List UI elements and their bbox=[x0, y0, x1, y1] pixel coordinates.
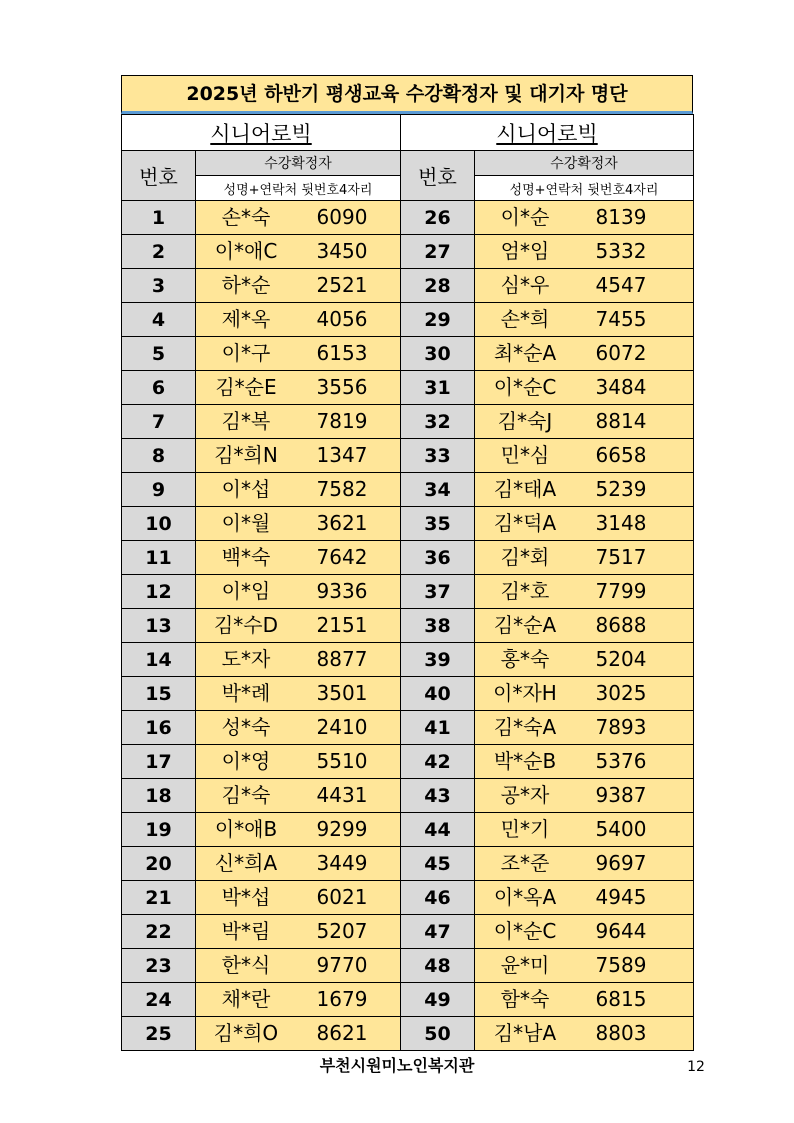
page-number: 12 bbox=[687, 1059, 705, 1075]
phone-last4: 5510 bbox=[316, 749, 368, 773]
entry-cell bbox=[196, 303, 401, 337]
phone-last4: 7893 bbox=[595, 715, 647, 739]
member-name: 채*란 bbox=[221, 987, 271, 1011]
phone-last4: 7819 bbox=[316, 409, 368, 433]
entry-cell bbox=[196, 711, 401, 745]
entry-cell bbox=[475, 1017, 694, 1051]
entry-cell bbox=[196, 235, 401, 269]
phone-last4: 7799 bbox=[595, 579, 647, 603]
row-number: 46 bbox=[401, 881, 475, 915]
row-number: 13 bbox=[122, 609, 196, 643]
member-name: 이*구 bbox=[221, 341, 271, 365]
row-number: 35 bbox=[401, 507, 475, 541]
member-name: 박*섭 bbox=[221, 885, 271, 909]
entry-cell bbox=[196, 337, 401, 371]
entry-cell bbox=[475, 711, 694, 745]
member-name: 조*준 bbox=[500, 851, 550, 875]
header-confirmed-right: 수강확정자 bbox=[475, 151, 694, 176]
row-number: 37 bbox=[401, 575, 475, 609]
member-name: 제*옥 bbox=[221, 307, 271, 331]
member-name: 공*자 bbox=[500, 783, 550, 807]
member-name: 이*순C bbox=[493, 919, 557, 943]
table-row bbox=[122, 915, 694, 949]
entry-cell bbox=[196, 779, 401, 813]
member-name: 신*희A bbox=[214, 851, 278, 875]
row-number: 44 bbox=[401, 813, 475, 847]
member-name: 김*회 bbox=[500, 545, 550, 569]
entry-cell bbox=[196, 983, 401, 1017]
phone-last4: 5332 bbox=[595, 239, 647, 263]
phone-last4: 3025 bbox=[595, 681, 647, 705]
header-subheader-left: 성명+연락처 뒷번호4자리 bbox=[196, 176, 401, 201]
phone-last4: 1347 bbox=[316, 443, 368, 467]
phone-last4: 8688 bbox=[595, 613, 647, 637]
row-number: 50 bbox=[401, 1017, 475, 1051]
phone-last4: 9697 bbox=[595, 851, 647, 875]
row-number: 36 bbox=[401, 541, 475, 575]
member-name: 홍*숙 bbox=[500, 647, 550, 671]
member-name: 손*숙 bbox=[221, 205, 271, 229]
phone-last4: 8877 bbox=[316, 647, 368, 671]
member-name: 도*자 bbox=[221, 647, 271, 671]
phone-last4: 3450 bbox=[316, 239, 368, 263]
entry-cell bbox=[196, 1017, 401, 1051]
organization-name: 부천시원미노인복지관 bbox=[319, 1056, 475, 1075]
row-number: 32 bbox=[401, 405, 475, 439]
entry-cell bbox=[196, 473, 401, 507]
entry-cell bbox=[475, 949, 694, 983]
table-row bbox=[122, 983, 694, 1017]
row-number: 43 bbox=[401, 779, 475, 813]
table-row bbox=[122, 405, 694, 439]
table-row bbox=[122, 847, 694, 881]
member-name: 김*수D bbox=[213, 613, 279, 637]
member-name: 윤*미 bbox=[500, 953, 550, 977]
phone-last4: 7642 bbox=[316, 545, 368, 569]
phone-last4: 9387 bbox=[595, 783, 647, 807]
phone-last4: 5204 bbox=[595, 647, 647, 671]
row-number: 24 bbox=[122, 983, 196, 1017]
phone-last4: 6021 bbox=[316, 885, 368, 909]
entry-cell bbox=[196, 609, 401, 643]
entry-cell bbox=[475, 405, 694, 439]
row-number: 6 bbox=[122, 371, 196, 405]
entry-cell bbox=[475, 337, 694, 371]
header-confirmed-left: 수강확정자 bbox=[196, 151, 401, 176]
member-name: 이*옥A bbox=[493, 885, 557, 909]
table-row bbox=[122, 507, 694, 541]
phone-last4: 3484 bbox=[595, 375, 647, 399]
member-name: 이*자H bbox=[493, 681, 557, 705]
phone-last4: 3148 bbox=[595, 511, 647, 535]
member-name: 최*순A bbox=[493, 341, 557, 365]
entry-cell bbox=[475, 439, 694, 473]
member-name: 이*월 bbox=[221, 511, 271, 535]
phone-last4: 4547 bbox=[595, 273, 647, 297]
row-number: 23 bbox=[122, 949, 196, 983]
table-row bbox=[122, 439, 694, 473]
phone-last4: 3449 bbox=[316, 851, 368, 875]
table-row bbox=[122, 201, 694, 235]
member-name: 박*례 bbox=[221, 681, 271, 705]
row-number: 22 bbox=[122, 915, 196, 949]
row-number: 40 bbox=[401, 677, 475, 711]
row-number: 11 bbox=[122, 541, 196, 575]
table-row bbox=[122, 337, 694, 371]
member-name: 김*덕A bbox=[493, 511, 557, 535]
member-name: 이*순C bbox=[493, 375, 557, 399]
row-number: 15 bbox=[122, 677, 196, 711]
entry-cell bbox=[196, 677, 401, 711]
row-number: 42 bbox=[401, 745, 475, 779]
member-name: 이*애B bbox=[214, 817, 278, 841]
phone-last4: 9336 bbox=[316, 579, 368, 603]
entry-cell bbox=[475, 541, 694, 575]
row-number: 49 bbox=[401, 983, 475, 1017]
member-name: 이*애C bbox=[214, 239, 278, 263]
table-row bbox=[122, 677, 694, 711]
entry-cell bbox=[475, 881, 694, 915]
entry-cell bbox=[196, 575, 401, 609]
row-number: 20 bbox=[122, 847, 196, 881]
table-row bbox=[122, 371, 694, 405]
entry-cell bbox=[196, 541, 401, 575]
table-row bbox=[122, 949, 694, 983]
entry-cell bbox=[475, 371, 694, 405]
member-name: 함*숙 bbox=[500, 987, 550, 1011]
entry-cell bbox=[196, 813, 401, 847]
row-number: 8 bbox=[122, 439, 196, 473]
table-row bbox=[122, 609, 694, 643]
member-name: 엄*임 bbox=[500, 239, 550, 263]
entry-cell bbox=[475, 575, 694, 609]
phone-last4: 8621 bbox=[316, 1021, 368, 1045]
row-number: 1 bbox=[122, 201, 196, 235]
entry-cell bbox=[475, 677, 694, 711]
entry-cell bbox=[196, 269, 401, 303]
entry-cell bbox=[475, 507, 694, 541]
member-name: 손*희 bbox=[500, 307, 550, 331]
phone-last4: 6090 bbox=[316, 205, 368, 229]
phone-last4: 3556 bbox=[316, 375, 368, 399]
table-row bbox=[122, 269, 694, 303]
table-row bbox=[122, 1017, 694, 1051]
row-number: 5 bbox=[122, 337, 196, 371]
entry-cell bbox=[475, 473, 694, 507]
entry-cell bbox=[196, 405, 401, 439]
entry-cell bbox=[196, 745, 401, 779]
roster-table bbox=[121, 114, 694, 1051]
phone-last4: 8814 bbox=[595, 409, 647, 433]
member-name: 민*심 bbox=[500, 443, 550, 467]
header-number-right: 번호 bbox=[401, 151, 475, 201]
entry-cell bbox=[475, 643, 694, 677]
row-number: 48 bbox=[401, 949, 475, 983]
entry-cell bbox=[196, 439, 401, 473]
entry-cell bbox=[475, 847, 694, 881]
entry-cell bbox=[196, 881, 401, 915]
phone-last4: 3621 bbox=[316, 511, 368, 535]
entry-cell bbox=[475, 983, 694, 1017]
entry-cell bbox=[196, 507, 401, 541]
entry-cell bbox=[475, 235, 694, 269]
row-number: 7 bbox=[122, 405, 196, 439]
phone-last4: 4056 bbox=[316, 307, 368, 331]
entry-cell bbox=[475, 813, 694, 847]
phone-last4: 7517 bbox=[595, 545, 647, 569]
table-row bbox=[122, 541, 694, 575]
row-number: 29 bbox=[401, 303, 475, 337]
member-name: 김*남A bbox=[493, 1021, 557, 1045]
member-name: 김*숙J bbox=[497, 409, 553, 433]
row-number: 3 bbox=[122, 269, 196, 303]
phone-last4: 6072 bbox=[595, 341, 647, 365]
member-name: 김*희O bbox=[213, 1021, 279, 1045]
member-name: 박*림 bbox=[221, 919, 271, 943]
entry-cell bbox=[475, 269, 694, 303]
row-number: 25 bbox=[122, 1017, 196, 1051]
row-number: 38 bbox=[401, 609, 475, 643]
phone-last4: 4431 bbox=[316, 783, 368, 807]
member-name: 김*숙A bbox=[493, 715, 557, 739]
entry-cell bbox=[196, 371, 401, 405]
entry-cell bbox=[475, 779, 694, 813]
table-row bbox=[122, 643, 694, 677]
row-number: 19 bbox=[122, 813, 196, 847]
entry-cell bbox=[196, 201, 401, 235]
header-number-left: 번호 bbox=[122, 151, 196, 201]
entry-cell bbox=[475, 303, 694, 337]
phone-last4: 7455 bbox=[595, 307, 647, 331]
member-name: 김*호 bbox=[500, 579, 550, 603]
phone-last4: 6815 bbox=[595, 987, 647, 1011]
entry-cell bbox=[475, 745, 694, 779]
row-number: 41 bbox=[401, 711, 475, 745]
table-row bbox=[122, 575, 694, 609]
row-number: 21 bbox=[122, 881, 196, 915]
phone-last4: 5239 bbox=[595, 477, 647, 501]
phone-last4: 5376 bbox=[595, 749, 647, 773]
header-subheader-right: 성명+연락처 뒷번호4자리 bbox=[475, 176, 694, 201]
document-title: 2025년 하반기 평생교육 수강확정자 및 대기자 명단 bbox=[121, 75, 693, 114]
member-name: 김*희N bbox=[214, 443, 278, 467]
member-name: 백*숙 bbox=[221, 545, 271, 569]
member-name: 이*섭 bbox=[221, 477, 271, 501]
row-number: 28 bbox=[401, 269, 475, 303]
entry-cell bbox=[196, 847, 401, 881]
phone-last4: 5400 bbox=[595, 817, 647, 841]
table-row bbox=[122, 303, 694, 337]
entry-cell bbox=[475, 915, 694, 949]
phone-last4: 3501 bbox=[316, 681, 368, 705]
member-name: 김*숙 bbox=[221, 783, 271, 807]
phone-last4: 7582 bbox=[316, 477, 368, 501]
member-name: 성*숙 bbox=[221, 715, 271, 739]
member-name: 이*순 bbox=[500, 205, 550, 229]
row-number: 16 bbox=[122, 711, 196, 745]
table-row bbox=[122, 235, 694, 269]
row-number: 31 bbox=[401, 371, 475, 405]
entry-cell bbox=[196, 643, 401, 677]
member-name: 심*우 bbox=[500, 273, 550, 297]
phone-last4: 2151 bbox=[316, 613, 368, 637]
row-number: 30 bbox=[401, 337, 475, 371]
row-number: 34 bbox=[401, 473, 475, 507]
member-name: 이*임 bbox=[221, 579, 271, 603]
member-name: 하*순 bbox=[221, 273, 271, 297]
row-number: 27 bbox=[401, 235, 475, 269]
phone-last4: 1679 bbox=[316, 987, 368, 1011]
table-row bbox=[122, 779, 694, 813]
table-row bbox=[122, 711, 694, 745]
row-number: 45 bbox=[401, 847, 475, 881]
row-number: 26 bbox=[401, 201, 475, 235]
row-number: 12 bbox=[122, 575, 196, 609]
entry-cell bbox=[196, 915, 401, 949]
row-number: 17 bbox=[122, 745, 196, 779]
member-name: 김*순A bbox=[493, 613, 557, 637]
entry-cell bbox=[475, 201, 694, 235]
phone-last4: 2410 bbox=[316, 715, 368, 739]
entry-cell bbox=[196, 949, 401, 983]
row-number: 9 bbox=[122, 473, 196, 507]
row-number: 39 bbox=[401, 643, 475, 677]
row-number: 14 bbox=[122, 643, 196, 677]
table-row bbox=[122, 813, 694, 847]
member-name: 박*순B bbox=[493, 749, 557, 773]
member-name: 김*복 bbox=[221, 409, 271, 433]
member-name: 김*순E bbox=[215, 375, 277, 399]
phone-last4: 8803 bbox=[595, 1021, 647, 1045]
phone-last4: 9299 bbox=[316, 817, 368, 841]
row-number: 4 bbox=[122, 303, 196, 337]
row-number: 18 bbox=[122, 779, 196, 813]
phone-last4: 6658 bbox=[595, 443, 647, 467]
row-number: 33 bbox=[401, 439, 475, 473]
table-row bbox=[122, 473, 694, 507]
entry-cell bbox=[475, 609, 694, 643]
table-row bbox=[122, 745, 694, 779]
member-name: 김*태A bbox=[493, 477, 557, 501]
roster-sheet bbox=[121, 75, 693, 1051]
member-name: 이*영 bbox=[221, 749, 271, 773]
row-number: 10 bbox=[122, 507, 196, 541]
phone-last4: 4945 bbox=[595, 885, 647, 909]
phone-last4: 2521 bbox=[316, 273, 368, 297]
table-row bbox=[122, 881, 694, 915]
phone-last4: 6153 bbox=[316, 341, 368, 365]
program-name-right: 시니어로빅 bbox=[401, 115, 694, 151]
phone-last4: 9770 bbox=[316, 953, 368, 977]
member-name: 민*기 bbox=[500, 817, 550, 841]
phone-last4: 9644 bbox=[595, 919, 647, 943]
member-name: 한*식 bbox=[221, 953, 271, 977]
phone-last4: 7589 bbox=[595, 953, 647, 977]
program-name-left: 시니어로빅 bbox=[122, 115, 401, 151]
phone-last4: 5207 bbox=[316, 919, 368, 943]
row-number: 2 bbox=[122, 235, 196, 269]
row-number: 47 bbox=[401, 915, 475, 949]
phone-last4: 8139 bbox=[595, 205, 647, 229]
